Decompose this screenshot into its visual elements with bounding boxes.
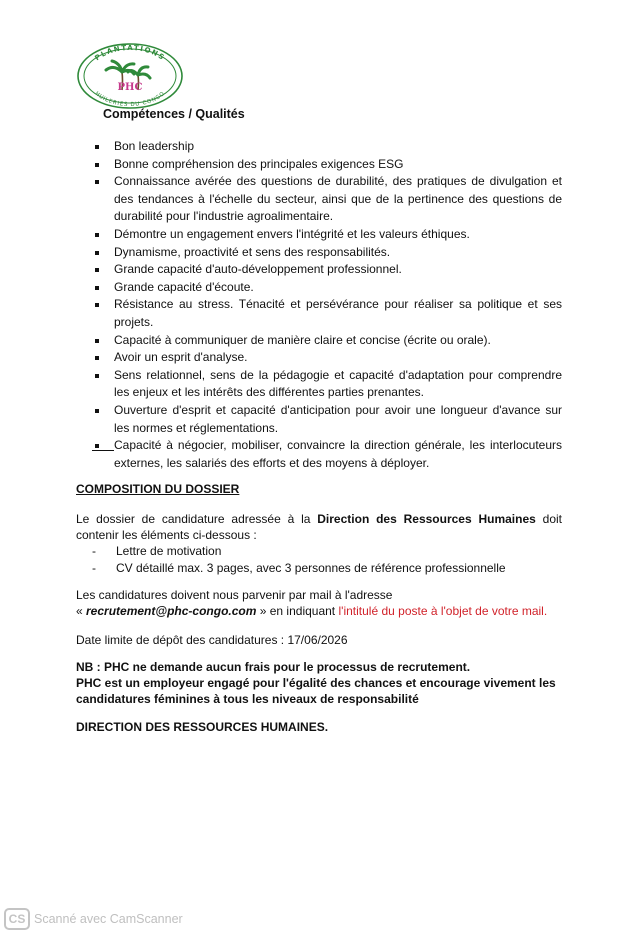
logo-mark: PHC bbox=[117, 82, 143, 93]
bullet-icon bbox=[95, 268, 99, 272]
phc-logo bbox=[76, 42, 184, 110]
email-address: recrutement@phc-congo.com bbox=[86, 604, 257, 618]
equal-opportunity-note: PHC est un employeur engagé pour l'égalité des chances et encourage vivement les candidatures féminines à tous les niveaux de responsabilité bbox=[76, 676, 556, 706]
dossier-heading: COMPOSITION DU DOSSIER bbox=[76, 482, 240, 496]
list-item: Capacité à négocier, mobiliser, convaincre la direction générale, les interlocuteurs externes, les salariés des efforts et des moyens à déployer. bbox=[88, 437, 562, 472]
list-item: Résistance au stress. Ténacité et persévérance pour réaliser sa politique et ses projets. bbox=[88, 296, 562, 331]
svg-text:PLANTATIONS bbox=[93, 44, 166, 62]
bullet-icon bbox=[95, 286, 99, 290]
list-item: Bonne compréhension des principales exigences ESG bbox=[88, 156, 562, 174]
list-item: Capacité à communiquer de manière claire et concise (écrite ou orale). bbox=[88, 332, 562, 350]
deadline: Date limite de dépôt des candidatures : 17/06/2026 bbox=[76, 633, 348, 647]
list-item: Sens relationnel, sens de la pédagogie et capacité d'adaptation pour comprendre les enjeux et les intérêts des différentes parties prenantes. bbox=[88, 367, 562, 402]
list-item: Avoir un esprit d'analyse. bbox=[88, 349, 562, 367]
list-item: - Lettre de motivation bbox=[92, 543, 506, 560]
competences-heading: Compétences / Qualités bbox=[103, 107, 245, 121]
bullet-icon bbox=[95, 374, 99, 378]
bullet-icon bbox=[95, 356, 99, 360]
bullet-icon bbox=[95, 163, 99, 167]
bullet-icon bbox=[95, 233, 99, 237]
logo-top-text: PLANTATIONS bbox=[93, 43, 167, 63]
bullet-icon bbox=[95, 339, 99, 343]
camscanner-watermark bbox=[4, 906, 183, 932]
list-item: Démontre un engagement envers l'intégrité et les valeurs éthiques. bbox=[88, 226, 562, 244]
camscanner-icon: CS bbox=[4, 908, 30, 930]
list-item: - CV détaillé max. 3 pages, avec 3 personnes de référence professionnelle bbox=[92, 560, 506, 577]
signature: DIRECTION DES RESSOURCES HUMAINES. bbox=[76, 720, 329, 734]
bullet-icon bbox=[95, 180, 99, 184]
list-item: Ouverture d'esprit et capacité d'anticipation pour avoir une longueur d'avance sur les normes et réglementations. bbox=[88, 402, 562, 437]
mail-subject-note: l'intitulé du poste à l'objet de votre mail. bbox=[338, 604, 548, 618]
list-item: Grande capacité d'auto-développement professionnel. bbox=[88, 261, 562, 279]
logo-bottom-text: HUILERIES DU CONGO bbox=[93, 90, 167, 109]
documents-list bbox=[92, 543, 506, 576]
bullet-icon bbox=[95, 409, 99, 413]
list-item: Dynamisme, proactivité et sens des responsabilités. bbox=[88, 244, 562, 262]
svg-text:HUILERIES DU CONGO bbox=[94, 91, 167, 108]
bullet-icon bbox=[95, 145, 99, 149]
nb-note: NB : PHC ne demande aucun frais pour le processus de recrutement. bbox=[76, 660, 471, 674]
bullet-icon bbox=[95, 444, 99, 448]
competences-list bbox=[88, 138, 562, 472]
list-item: Bon leadership bbox=[88, 138, 562, 156]
list-item: Connaissance avérée des questions de durabilité, des pratiques de divulgation et des tendances à l'échelle du secteur, ainsi que de la pertinence des questions de durabilité pour l'industrie agroalimentaire. bbox=[88, 173, 562, 226]
bullet-icon bbox=[95, 303, 99, 307]
watermark-text: Scanné avec CamScanner bbox=[34, 912, 183, 926]
dossier-intro: Le dossier de candidature adressée à la Direction des Ressources Humaines doit contenir les éléments ci-dessous : bbox=[76, 512, 563, 542]
list-item: Grande capacité d'écoute. bbox=[88, 279, 562, 297]
bullet-icon bbox=[95, 251, 99, 255]
mail-instructions: Les candidatures doivent nous parvenir par mail à l'adresse « recrutement@phc-congo.com » en indiquant l'intitulé du poste à l'objet de votre mail. bbox=[76, 588, 548, 618]
